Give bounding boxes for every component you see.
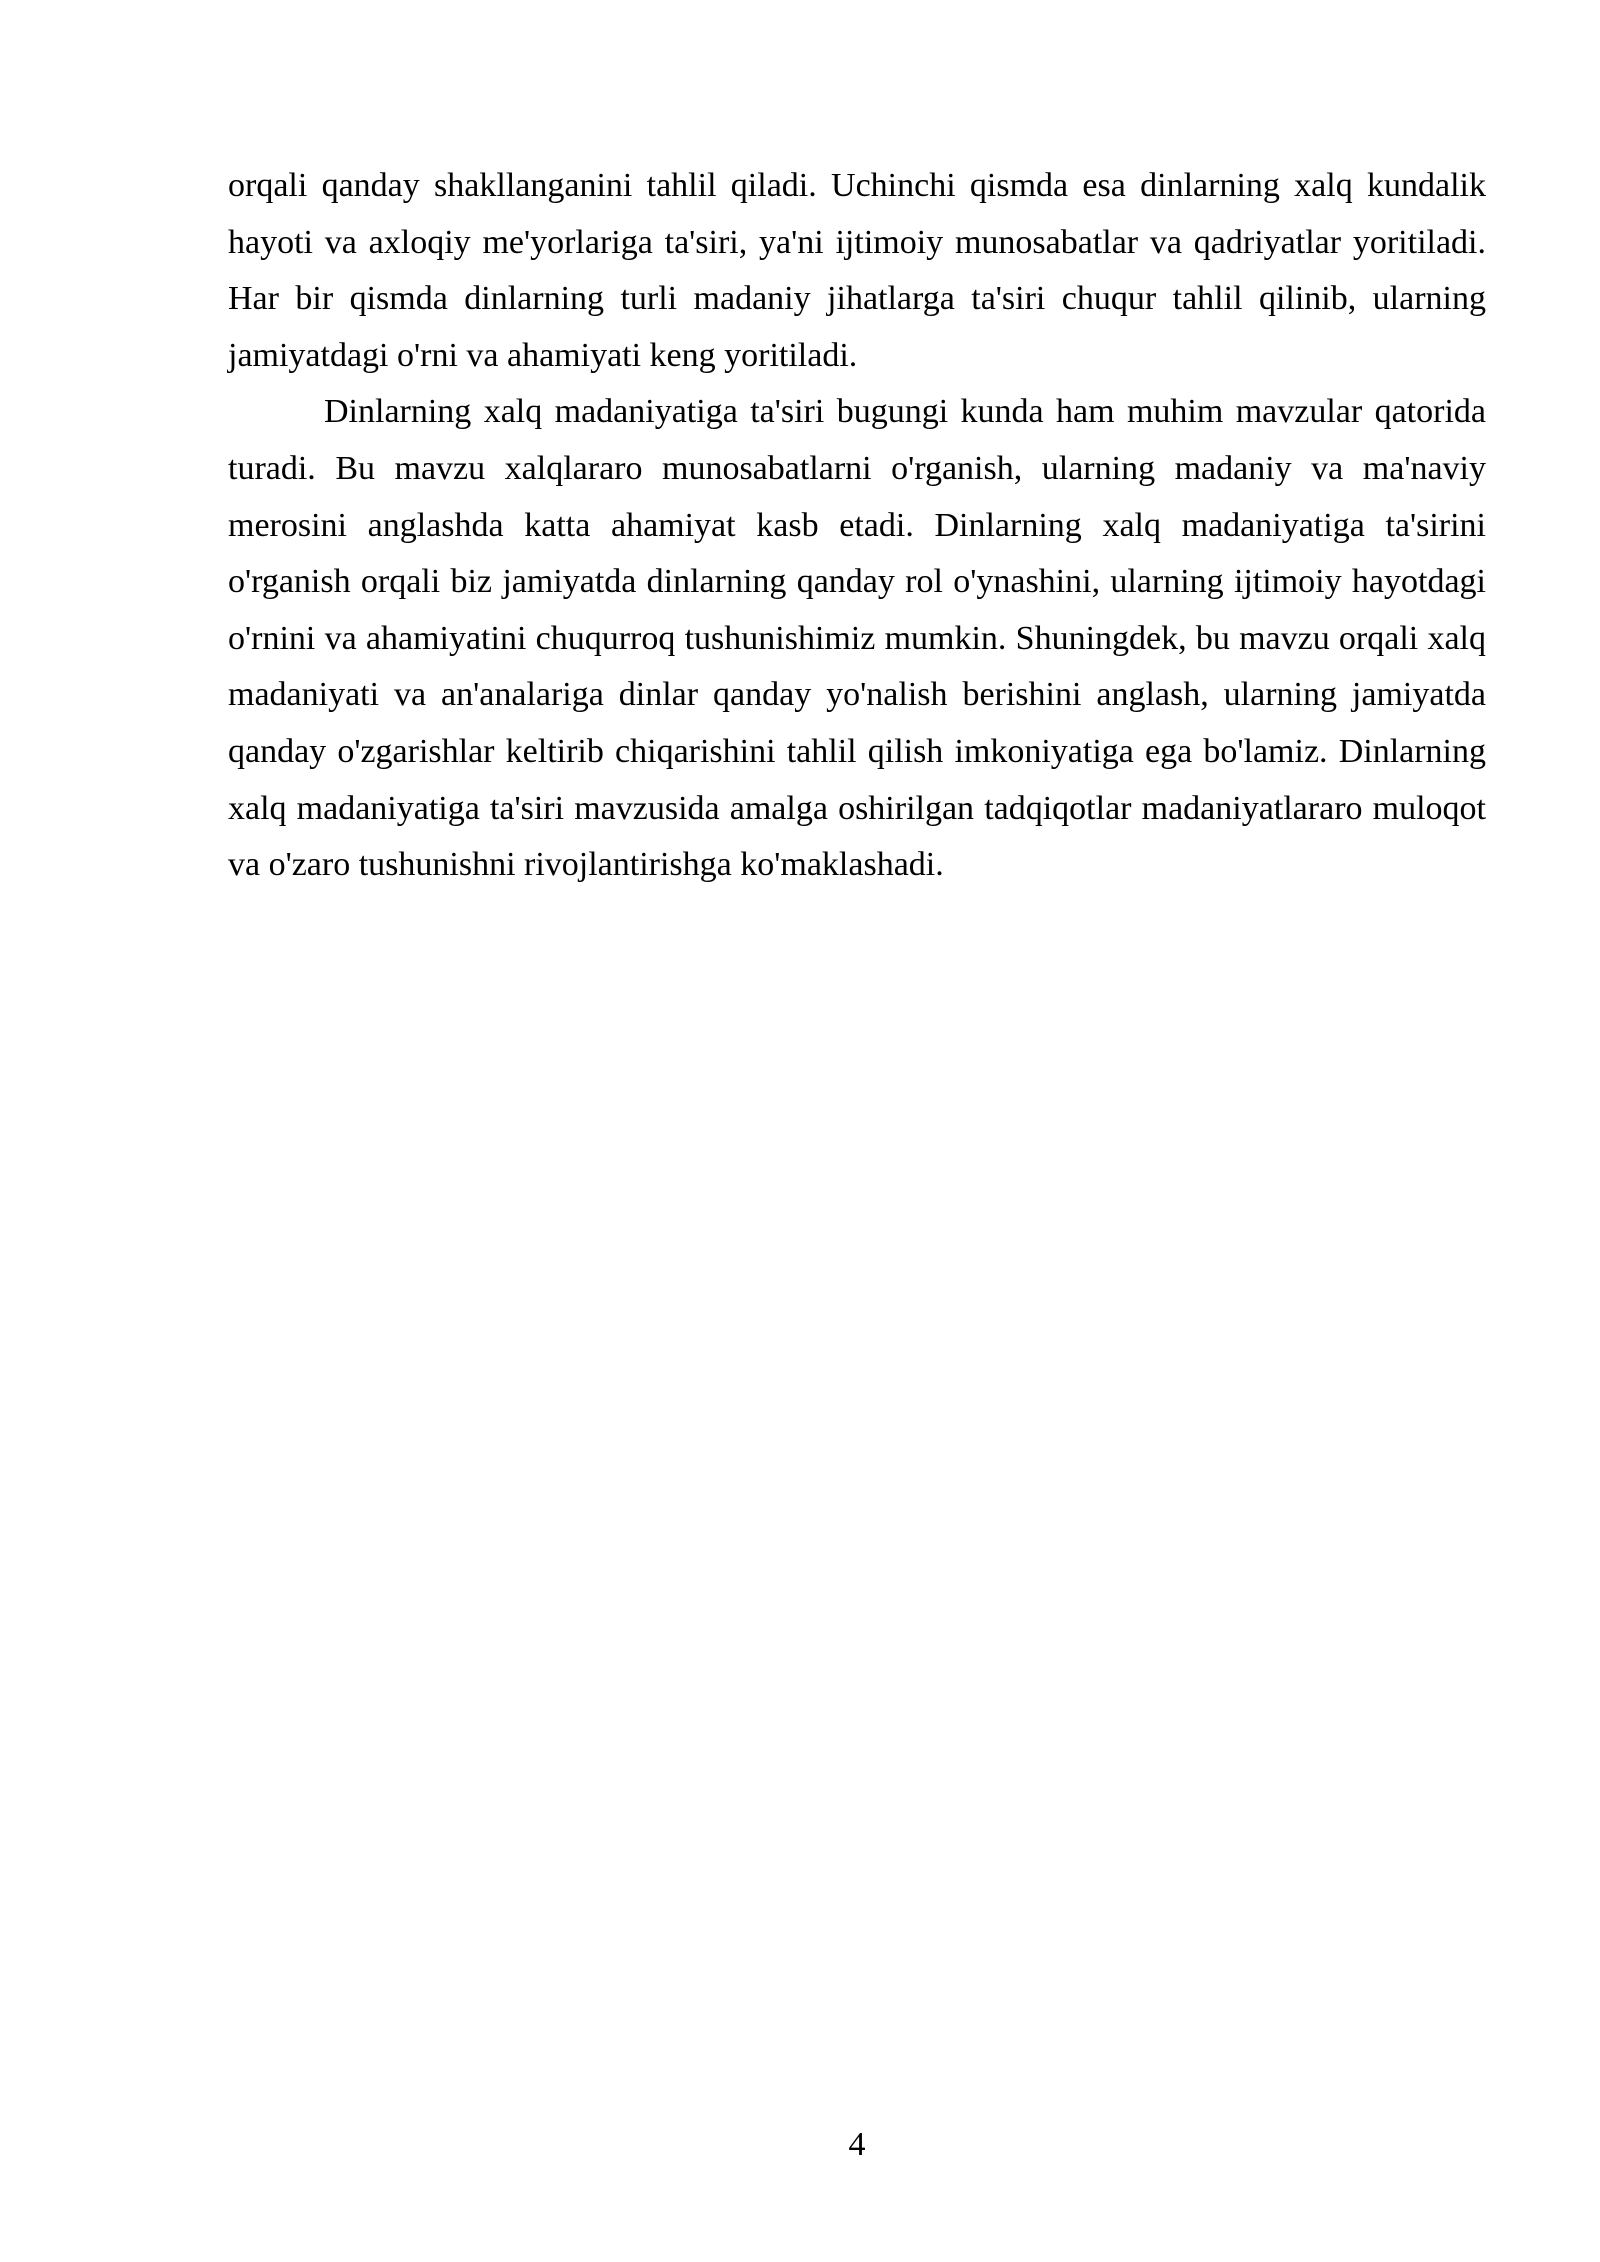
page-number: 4 [848,2126,866,2163]
paragraph-main: Dinlarning xalq madaniyatiga ta'siri bugungi kunda ham muhim mavzular qatorida turadi. Bu mavzu xalqlararo munosabatlarni o'rganish, ularning madaniy va ma'naviy merosini anglashda katta ahamiyat kasb etadi. Dinlarning xalq madaniyatiga ta'sirini o'rganish orqali biz jamiyatda dinlarning qanday rol o'ynashini, ularning ijtimoiy hayotdagi o'rnini va ahamiyatini chuqurroq tushunishimiz mumkin. Shuningdek, bu mavzu orqali xalq madaniyati va an'analariga dinlar qanday yo'nalish berishini anglash, ularning jamiyatda qanday o'zgarishlar keltirib chiqarishini tahlil qilish imkoniyatiga ega bo'lamiz. Dinlarning xalq madaniyatiga ta'siri mavzusida amalga oshirilgan tadqiqotlar madaniyatlararo muloqot va o'zaro tushunishni rivojlantirishga ko'maklashadi. [228,393,1486,884]
paragraph-continuation: orqali qanday shakllanganini tahlil qiladi. Uchinchi qismda esa dinlarning xalq kundalik hayoti va axloqiy me'yorlariga ta'siri, ya'ni ijtimoiy munosabatlar va qadriyatlar yoritiladi. Har bir qismda dinlarning turli madaniy jihatlarga ta'siri chuqur tahlil qilinib, ularning jamiyatdagi o'rni va ahamiyati keng yoritiladi. [228,167,1486,374]
page-body [228,158,1486,894]
